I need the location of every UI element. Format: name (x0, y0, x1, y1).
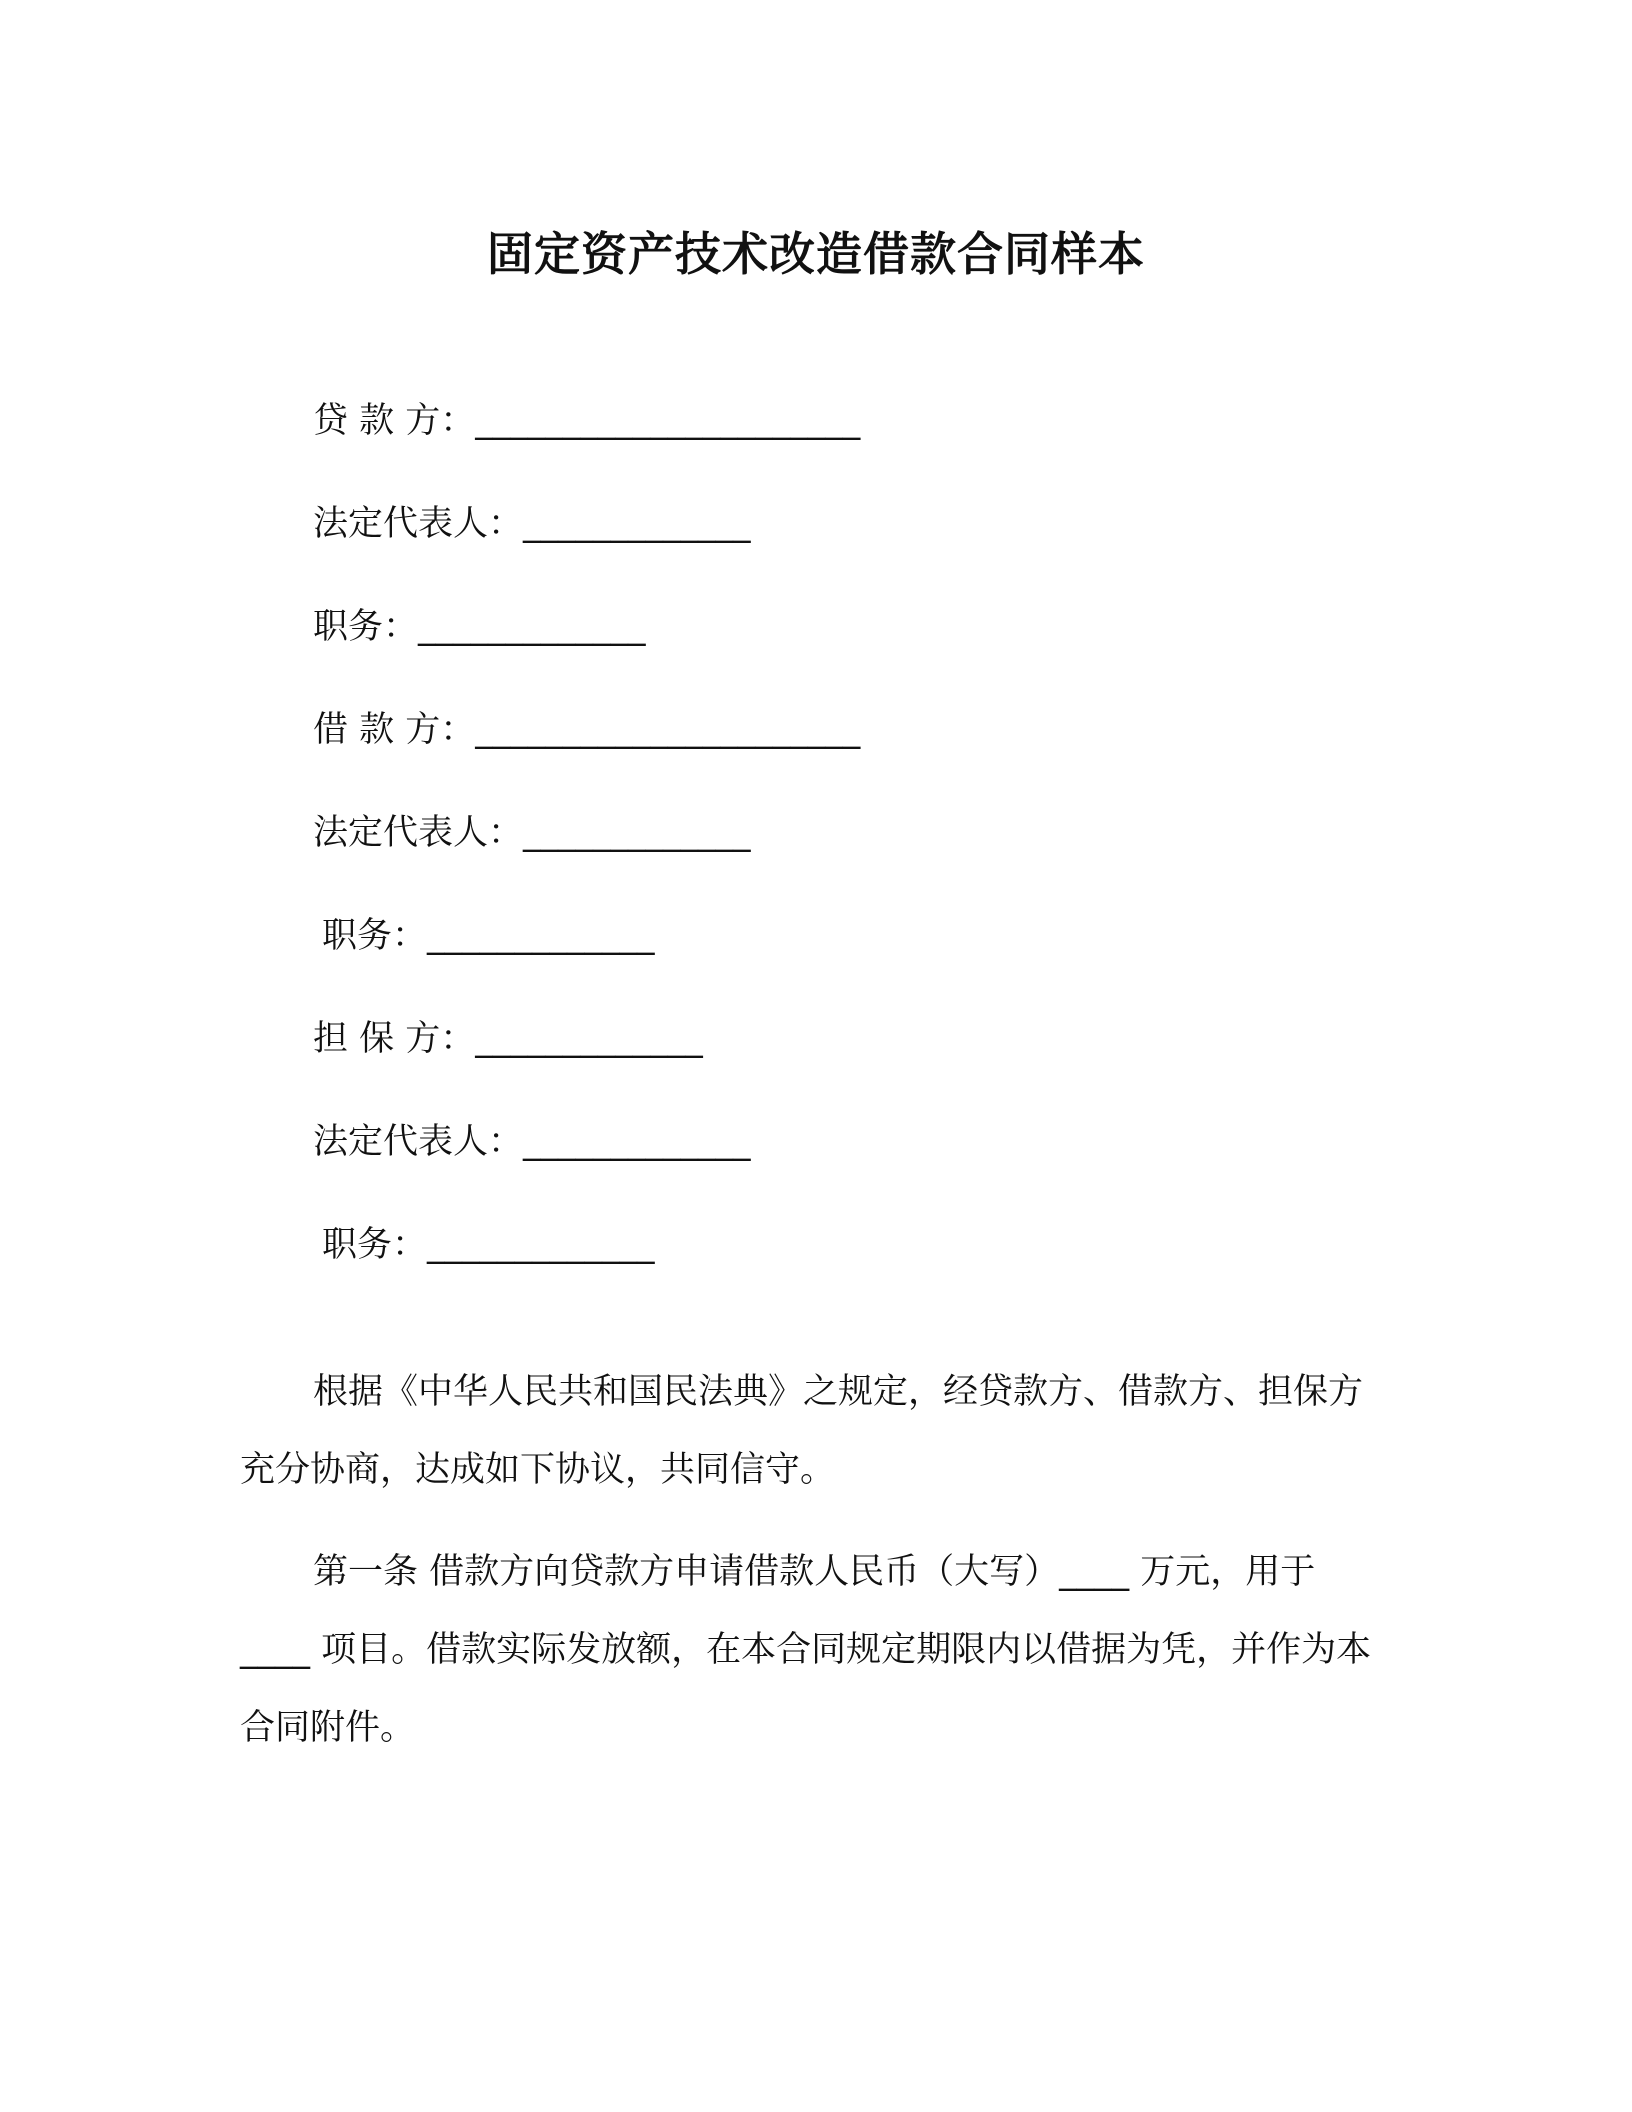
lender-legal-representative-field: 法定代表人：_____________ (313, 504, 751, 544)
preamble-paragraph: 根据《中华人民共和国民法典》之规定，经贷款方、借款方、担保方充分协商，达成如下协议，共同信守。 (240, 1372, 1364, 1490)
document-title: 固定资产技术改造借款合同样本 (487, 227, 1145, 281)
lender-field: 贷 款 方：______________________ (313, 401, 861, 441)
borrower-position-field: 职务：_____________ (322, 916, 655, 956)
borrower-legal-representative-field: 法定代表人：_____________ (313, 813, 751, 853)
borrower-field: 借 款 方：______________________ (313, 710, 861, 750)
guarantor-position-field: 职务：_____________ (322, 1225, 655, 1265)
article-one-paragraph: 第一条 借款方向贷款方申请借款人民币（大写）____ 万元，用于 ____ 项目。借款实际发放额，在本合同规定期限内以借据为凭，并作为本合同附件。 (240, 1552, 1372, 1748)
guarantor-legal-representative-field: 法定代表人：_____________ (313, 1122, 751, 1162)
lender-position-field: 职务：_____________ (313, 607, 646, 647)
guarantor-field: 担 保 方：_____________ (313, 1019, 703, 1059)
